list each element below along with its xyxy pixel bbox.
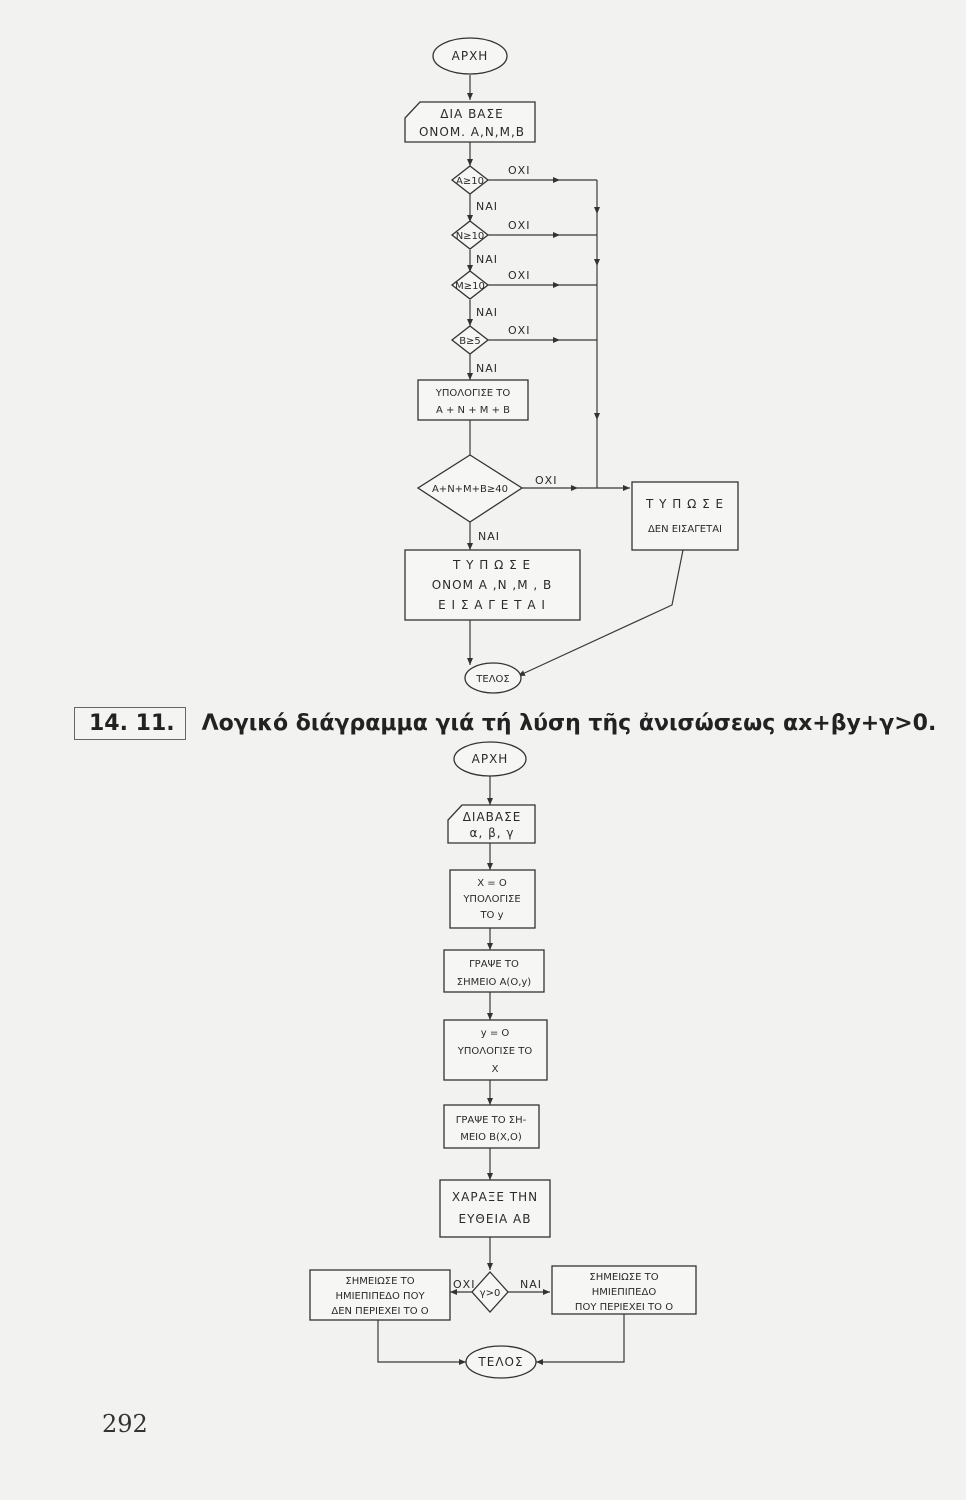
svg-text:ΟΧΙ: ΟΧΙ (508, 164, 531, 177)
svg-text:Α + Ν + Μ + Β: Α + Ν + Μ + Β (435, 405, 511, 416)
svg-text:ΤΟ y: ΤΟ y (480, 910, 504, 921)
svg-text:Α+Ν+Μ+Β≥40: Α+Ν+Μ+Β≥40 (431, 484, 509, 495)
svg-text:γ>0: γ>0 (479, 1288, 501, 1299)
svg-text:ΝΑΙ: ΝΑΙ (476, 306, 498, 319)
compute-sum-box (418, 380, 528, 420)
svg-text:ΟΧΙ: ΟΧΙ (535, 474, 558, 487)
svg-text:ΝΑΙ: ΝΑΙ (476, 200, 498, 213)
write-point-b-box (444, 1105, 539, 1148)
start-terminal-2 (454, 742, 526, 776)
svg-text:ΣΗΜΕΙΩΣΕ ΤΟ: ΣΗΜΕΙΩΣΕ ΤΟ (345, 1276, 415, 1287)
svg-text:Ν≥10: Ν≥10 (455, 231, 485, 242)
decision-b (452, 326, 488, 354)
figure-caption (74, 703, 944, 743)
svg-text:ΗΜΙΕΠΙΠΕΔΟ ΠΟΥ: ΗΜΙΕΠΙΠΕΔΟ ΠΟΥ (335, 1291, 425, 1302)
svg-text:ΠΟΥ ΠΕΡΙΕΧΕΙ ΤΟ Ο: ΠΟΥ ΠΕΡΙΕΧΕΙ ΤΟ Ο (574, 1302, 674, 1313)
decision-sum (418, 455, 522, 522)
read-abc-box (448, 805, 535, 843)
svg-text:ΝΑΙ: ΝΑΙ (478, 530, 500, 543)
svg-text:ΕΥΘΕΙΑ ΑΒ: ΕΥΘΕΙΑ ΑΒ (458, 1212, 532, 1226)
svg-text:ΗΜΙΕΠΙΠΕΔΟ: ΗΜΙΕΠΙΠΕΔΟ (591, 1287, 657, 1298)
svg-text:ΥΠΟΛΟΓΙΣΕ ΤΟ: ΥΠΟΛΟΓΙΣΕ ΤΟ (435, 388, 511, 399)
flowchart-1 (405, 38, 738, 693)
svg-text:Τ Υ Π Ω Σ Ε: Τ Υ Π Ω Σ Ε (452, 558, 532, 572)
svg-text:Χ = Ο: Χ = Ο (477, 878, 507, 889)
svg-text:ΓΡΑΨΕ ΤΟ: ΓΡΑΨΕ ΤΟ (469, 959, 519, 970)
svg-text:ΜΕΙΟ Β(Χ,Ο): ΜΕΙΟ Β(Χ,Ο) (460, 1132, 522, 1143)
svg-text:ΝΑΙ: ΝΑΙ (476, 253, 498, 266)
svg-text:Α≥10: Α≥10 (456, 176, 484, 187)
svg-text:ΑΡΧΗ: ΑΡΧΗ (471, 752, 509, 766)
svg-text:ΟΧΙ: ΟΧΙ (508, 269, 531, 282)
svg-text:y = O: y = O (480, 1028, 510, 1039)
decision-n (452, 221, 488, 249)
svg-text:ΤΕΛΟΣ: ΤΕΛΟΣ (478, 1355, 524, 1369)
svg-text:ΣΗΜΕΙΟ Α(Ο,y): ΣΗΜΕΙΟ Α(Ο,y) (456, 977, 532, 988)
flowchart-2 (310, 742, 696, 1378)
decision-m (452, 271, 488, 299)
svg-text:ΤΕΛΟΣ: ΤΕΛΟΣ (476, 674, 510, 685)
svg-text:ΔΙΑΒΑΣΕ: ΔΙΑΒΑΣΕ (462, 810, 522, 824)
svg-text:ΟΝΟΜ Α ,Ν ,Μ , Β: ΟΝΟΜ Α ,Ν ,Μ , Β (431, 578, 553, 592)
svg-text:ΟΧΙ: ΟΧΙ (508, 324, 531, 337)
compute-y-box (450, 870, 535, 928)
svg-text:ΣΗΜΕΙΩΣΕ ΤΟ: ΣΗΜΕΙΩΣΕ ΤΟ (589, 1272, 659, 1283)
svg-text:ΔΕΝ ΕΙΣΑΓΕΤΑΙ: ΔΕΝ ΕΙΣΑΓΕΤΑΙ (647, 524, 723, 535)
svg-text:ΟΧΙ: ΟΧΙ (508, 219, 531, 232)
note-halfplane-with-origin-box (552, 1266, 696, 1314)
svg-text:Ε Ι Σ Α Γ Ε Τ Α Ι: Ε Ι Σ Α Γ Ε Τ Α Ι (438, 598, 546, 612)
decision-gamma (472, 1272, 508, 1312)
decision-a (452, 166, 488, 194)
svg-text:ΝΑΙ: ΝΑΙ (520, 1278, 542, 1291)
svg-text:ΟΝΟΜ. Α,Ν,Μ,Β: ΟΝΟΜ. Α,Ν,Μ,Β (418, 125, 526, 139)
write-point-a-box (444, 950, 544, 992)
print-admitted-box (405, 550, 580, 620)
end-terminal-2 (466, 1346, 536, 1378)
svg-text:ΝΑΙ: ΝΑΙ (476, 362, 498, 375)
svg-text:Β≥5: Β≥5 (459, 336, 481, 347)
svg-text:Μ≥10: Μ≥10 (455, 281, 485, 292)
svg-text:ΑΡΧΗ: ΑΡΧΗ (451, 49, 489, 63)
svg-text:α, β, γ: α, β, γ (469, 826, 515, 840)
read-input-box (405, 102, 535, 142)
end-terminal (465, 663, 521, 693)
draw-line-ab-box (440, 1180, 550, 1237)
svg-text:ΓΡΑΨΕ ΤΟ ΣΗ-: ΓΡΑΨΕ ΤΟ ΣΗ- (455, 1115, 527, 1126)
start-terminal (433, 38, 507, 74)
page-number: 292 (102, 1410, 148, 1438)
note-halfplane-without-origin-box (310, 1270, 450, 1320)
svg-text:ΟΧΙ: ΟΧΙ (453, 1278, 476, 1291)
svg-text:ΔΕΝ ΠΕΡΙΕΧΕΙ ΤΟ Ο: ΔΕΝ ΠΕΡΙΕΧΕΙ ΤΟ Ο (331, 1306, 429, 1317)
svg-text:ΥΠΟΛΟΓΙΣΕ: ΥΠΟΛΟΓΙΣΕ (463, 894, 521, 905)
figure-title: Λογικό διάγραμμα γιά τή λύση τῆς ἀνισώσεως αx+βy+γ>0. (201, 710, 937, 736)
svg-text:ΧΑΡΑΞΕ ΤΗΝ: ΧΑΡΑΞΕ ΤΗΝ (451, 1190, 539, 1204)
svg-text:ΔΙΑ ΒΑΣΕ: ΔΙΑ ΒΑΣΕ (440, 107, 504, 121)
svg-text:ΥΠΟΛΟΓΙΣΕ ΤΟ: ΥΠΟΛΟΓΙΣΕ ΤΟ (457, 1046, 533, 1057)
svg-text:Χ: Χ (491, 1064, 499, 1075)
figure-number: 14. 11. (74, 707, 186, 740)
print-not-admitted-box (632, 482, 738, 550)
compute-x-box (444, 1020, 547, 1080)
svg-text:Τ Υ Π Ω Σ Ε: Τ Υ Π Ω Σ Ε (645, 497, 725, 511)
